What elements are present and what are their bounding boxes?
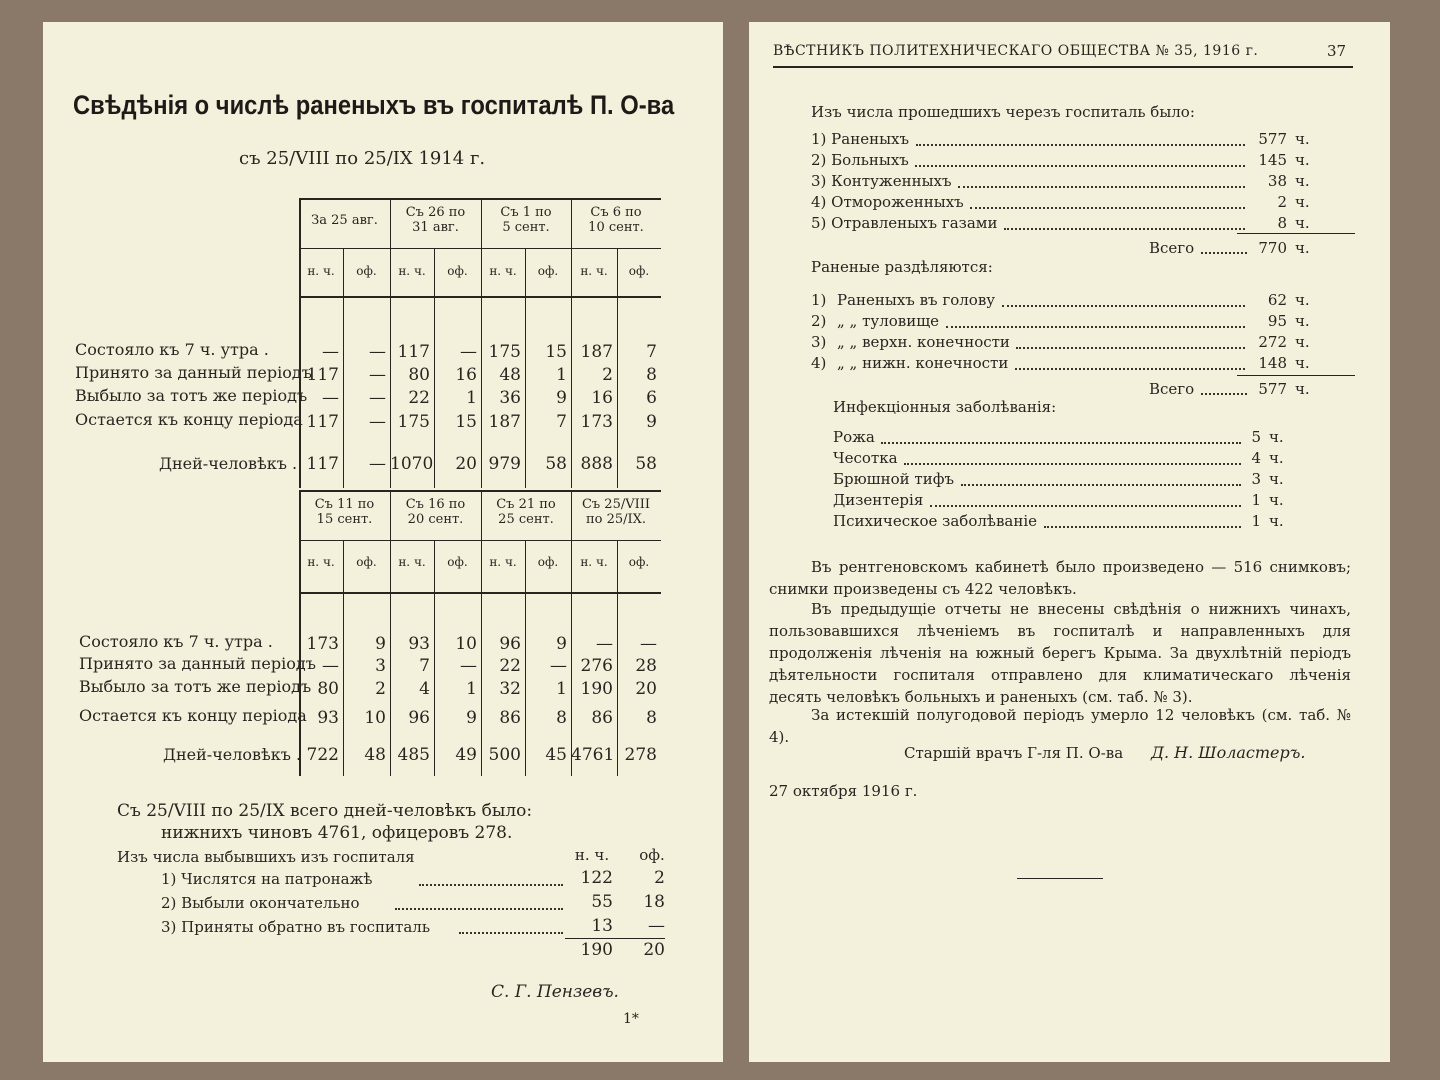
list-value: 5 [1251, 428, 1261, 446]
row-label: Дней-человѣкъ . [159, 454, 298, 473]
row-label: Дней-человѣкъ . [163, 745, 302, 764]
table-top-rule [299, 198, 661, 200]
dot-leader [1015, 368, 1245, 370]
table-period-divider [481, 490, 482, 776]
period-header [571, 498, 661, 528]
total-unit-2: ч. [1295, 380, 1310, 398]
sub-header-nc: н. ч. [580, 264, 608, 278]
discharge-of: — [648, 916, 665, 936]
table-subheader-rule [299, 592, 661, 594]
total-value-1: 770 [1258, 239, 1287, 257]
row-label: Выбыло за тотъ же періодъ [79, 677, 312, 696]
table-cell: 15 [545, 342, 567, 362]
table-cell: 9 [375, 634, 386, 654]
total-label-1: Всего [1149, 239, 1195, 257]
table-cell: 80 [408, 365, 430, 385]
table-cell: 117 [306, 412, 339, 432]
list-number: 1) [811, 291, 827, 309]
table-cell: 48 [364, 745, 386, 765]
period-header-line: Съ 21 по [496, 497, 556, 512]
period-header-line: Съ 6 по [590, 205, 642, 220]
list-unit: ч. [1269, 428, 1284, 446]
list-label: „ „ туловище [837, 312, 940, 330]
list-unit: ч. [1295, 333, 1310, 351]
discharge-label: 2) Выбыли окончательно [161, 894, 360, 912]
list-value: 148 [1258, 354, 1287, 372]
table-cell: 96 [408, 708, 430, 728]
table-cell: — [369, 454, 386, 474]
list-unit: ч. [1295, 354, 1310, 372]
dot-leader [915, 165, 1245, 167]
table-cell: 2 [375, 679, 386, 699]
document-title: Свѣдѣнія о числѣ раненыхъ въ госпиталѣ П. О-ва [73, 90, 675, 120]
discharge-label: 3) Приняты обратно въ госпиталь [161, 918, 430, 936]
list-unit: ч. [1269, 449, 1284, 467]
list-label: 2) Больныхъ [811, 151, 909, 169]
table-cell: 6 [646, 388, 657, 408]
table-cell: 9 [556, 634, 567, 654]
discharge-of: 2 [654, 868, 665, 888]
period-header-line: Съ 25/VIII [581, 497, 651, 512]
list-unit: ч. [1295, 130, 1310, 148]
sub-header-of: оф. [628, 555, 650, 569]
dot-leader [916, 144, 1245, 146]
table-cell: 888 [580, 454, 613, 474]
list-value: 4 [1251, 449, 1261, 467]
period-header [390, 206, 481, 236]
period-header-line: 31 авг. [412, 219, 459, 235]
table-cell: — [369, 388, 386, 408]
left-page [43, 22, 723, 1062]
table-cell: 45 [545, 745, 567, 765]
table-period-divider [571, 198, 572, 488]
period-header-line: 15 сент. [316, 511, 373, 527]
discharge-intro: Изъ числа выбывшихъ изъ госпиталя [117, 848, 415, 866]
table-cell: 117 [397, 342, 430, 362]
table-cell: — [369, 342, 386, 362]
list-value: 145 [1258, 151, 1287, 169]
paragraph-crimea: Въ предыдущіе отчеты не внесены свѣдѣнія о нижнихъ чинахъ, пользовавшихся лѣченіемъ въ госпиталѣ и направленныхъ для продолженія лѣченія на южный берегъ Крыма. За двухлѣтній періодъ дѣятельности госпиталя отправлено для климатическаго лѣченія десять человѣкъ больныхъ и раненыхъ (см. таб. № 3). [769, 600, 1351, 706]
table-cell: 175 [488, 342, 521, 362]
discharge-nc: 55 [591, 892, 613, 912]
list-value: 272 [1258, 333, 1287, 351]
list-value: 38 [1267, 172, 1287, 190]
table-header-rule [299, 248, 661, 249]
table-cell: 20 [635, 679, 657, 699]
paragraph-xray: Въ рентгеновскомъ кабинетѣ было произведено — 516 снимковъ; снимки произведены съ 422 человѣкъ. [769, 558, 1351, 598]
discharge-nc: 122 [580, 868, 613, 888]
table-cell: 722 [306, 745, 339, 765]
summary-line-1: Съ 25/VIII по 25/IX всего дней-человѣкъ было: [117, 801, 533, 821]
table-left-rule [299, 198, 301, 488]
table-cell: 500 [488, 745, 521, 765]
list-value: 2 [1277, 193, 1287, 211]
dot-leader [881, 442, 1241, 444]
infect-heading: Инфекціонныя заболѣванія: [833, 398, 1057, 416]
table-cell: 1 [466, 388, 477, 408]
table-cell: 8 [556, 708, 567, 728]
list-label: „ „ верхн. конечности [837, 333, 1010, 351]
list-number: 3) [811, 333, 827, 351]
table-cell: 8 [646, 708, 657, 728]
sub-header-of: оф. [356, 264, 377, 278]
table-cell: 1 [556, 365, 567, 385]
list-value: 62 [1267, 291, 1287, 309]
sub-header-nc: н. ч. [307, 264, 335, 278]
sub-header-nc: н. ч. [398, 555, 426, 569]
discharge-col-of: оф. [639, 846, 665, 864]
table-cell: 58 [545, 454, 567, 474]
table-cell: 93 [317, 708, 339, 728]
table-cell: — [369, 412, 386, 432]
table-cell: 173 [306, 634, 339, 654]
table-cell: 86 [591, 708, 613, 728]
list-unit: ч. [1269, 491, 1284, 509]
sub-header-of: оф. [356, 555, 377, 569]
period-header-line: по 25/IX. [585, 511, 647, 527]
document-subtitle: съ 25/VIII по 25/IX 1914 г. [239, 148, 486, 169]
table-cell: 187 [488, 412, 521, 432]
table-cell: 3 [375, 656, 386, 676]
list-number: 2) [811, 312, 827, 330]
sub-header-of: оф. [447, 555, 468, 569]
table-cell: 10 [455, 634, 477, 654]
list-value: 577 [1258, 130, 1287, 148]
sub-header-of: оф. [537, 555, 559, 569]
table-cell: — [550, 656, 567, 676]
list-label: Раненыхъ въ голову [837, 291, 996, 309]
dot-leader [946, 326, 1245, 328]
sub-header-nc: н. ч. [398, 264, 426, 278]
total-rule-2 [1237, 375, 1355, 376]
list-label: Брюшной тифъ [833, 470, 955, 488]
dot-leader [1044, 526, 1241, 528]
period-header-line: Съ 16 по [405, 497, 466, 512]
sub-header-of: оф. [628, 264, 650, 278]
page-mark: 1* [623, 1011, 639, 1027]
sub-header-nc: н. ч. [307, 555, 335, 569]
list-label: Психическое заболѣваніе [833, 512, 1038, 530]
table-cell: 175 [397, 412, 430, 432]
table-cell: — [322, 388, 339, 408]
table-cell: 276 [580, 656, 613, 676]
table-cell: 10 [364, 708, 386, 728]
table-cell: — [460, 342, 477, 362]
dot-leader [970, 207, 1245, 209]
summary-line-2: нижнихъ чиновъ 4761, офицеровъ 278. [161, 823, 513, 843]
head-rule [773, 66, 1353, 68]
discharge-total-rule [565, 938, 665, 939]
table-cell: 485 [397, 745, 430, 765]
table-cell: 7 [646, 342, 657, 362]
table-cell: — [322, 656, 339, 676]
table-cell: 49 [455, 745, 477, 765]
table-cell: 86 [499, 708, 521, 728]
sub-header-of: оф. [447, 264, 468, 278]
row-label: Выбыло за тотъ же періодъ [75, 386, 308, 405]
table-cell: 16 [591, 388, 613, 408]
table-cell: 1070 [390, 454, 434, 474]
total-value-2: 577 [1258, 380, 1287, 398]
list-unit: ч. [1295, 291, 1310, 309]
discharge-total-nc: 190 [580, 940, 613, 960]
table-header-rule [299, 540, 661, 541]
table-cell: 2 [602, 365, 613, 385]
row-label: Остается къ концу періода [79, 706, 307, 725]
table-subheader-rule [299, 296, 661, 298]
table-cell: 96 [499, 634, 521, 654]
list-value: 95 [1267, 312, 1287, 330]
table-cell: — [596, 634, 613, 654]
table-period-divider [481, 198, 482, 488]
period-header [481, 206, 571, 236]
table-cell: 36 [499, 388, 521, 408]
table-cell: 979 [488, 454, 521, 474]
intro-line: Изъ числа прошедшихъ черезъ госпиталь было: [811, 103, 1195, 121]
list-label: Чесотка [833, 449, 898, 467]
dot-leader [1004, 228, 1245, 230]
list-unit: ч. [1295, 214, 1310, 232]
list-label: Рожа [833, 428, 875, 446]
table-cell: 9 [466, 708, 477, 728]
list-unit: ч. [1295, 172, 1310, 190]
dot-leader [930, 505, 1241, 507]
list-unit: ч. [1269, 512, 1284, 530]
signature: С. Г. Пензевъ. [491, 982, 619, 1002]
total-unit-1: ч. [1295, 239, 1310, 257]
dot-leader [961, 484, 1241, 486]
end-rule [1017, 878, 1103, 879]
period-header-line: Съ 26 по [405, 205, 466, 220]
list-label: 5) Отравленыхъ газами [811, 214, 998, 232]
table-cell: 93 [408, 634, 430, 654]
signature-role: Старшій врачъ Г-ля П. О-ва [904, 744, 1124, 762]
list-unit: ч. [1295, 312, 1310, 330]
list-label: 3) Контуженныхъ [811, 172, 952, 190]
dot-leader [904, 463, 1241, 465]
period-header-line: Съ 11 по [314, 497, 375, 512]
table-cell: — [640, 634, 657, 654]
discharge-total-of: 20 [643, 940, 665, 960]
table-cell: 15 [455, 412, 477, 432]
period-header [299, 498, 390, 528]
sub-header-of: оф. [537, 264, 559, 278]
table-cell: 32 [499, 679, 521, 699]
paragraph-deaths: За истекшій полугодовой періодъ умерло 12 человѣкъ (см. таб. № 4). [769, 706, 1351, 746]
table-period-divider [390, 490, 391, 776]
table-cell: 1 [466, 679, 477, 699]
table-cell: 22 [499, 656, 521, 676]
table-cell: 80 [317, 679, 339, 699]
date-line: 27 октября 1916 г. [769, 782, 918, 800]
dot-leader [1002, 305, 1245, 307]
sub-header-nc: н. ч. [489, 264, 517, 278]
table-cell: 173 [580, 412, 613, 432]
table-cell: 7 [419, 656, 430, 676]
right-page [749, 22, 1390, 1062]
list-value: 1 [1251, 491, 1261, 509]
table-left-rule [299, 490, 301, 776]
list-unit: ч. [1295, 193, 1310, 211]
table-period-divider [571, 490, 572, 776]
row-label: Состояло къ 7 ч. утра . [79, 632, 273, 651]
period-header [571, 206, 661, 236]
period-header [481, 498, 571, 528]
table-cell: 16 [455, 365, 477, 385]
period-header-line: Съ 1 по [500, 205, 552, 220]
dot-leader [1016, 347, 1245, 349]
period-header-line: 10 сент. [588, 219, 644, 235]
list-value: 3 [1251, 470, 1261, 488]
list-unit: ч. [1269, 470, 1284, 488]
row-label: Принято за данный періодъ [75, 363, 312, 382]
period-header [299, 214, 390, 229]
table-cell: 4761 [571, 745, 615, 765]
total-label-2: Всего [1149, 380, 1195, 398]
table-cell: 9 [646, 412, 657, 432]
table-cell: 48 [499, 365, 521, 385]
wounded-heading: Раненые раздѣляются: [811, 258, 993, 276]
list-label: 1) Раненыхъ [811, 130, 910, 148]
table-cell: 117 [306, 365, 339, 385]
table-top-rule [299, 490, 661, 492]
list-label: Дизентерія [833, 491, 924, 509]
list-label: 4) Отмороженныхъ [811, 193, 964, 211]
table-cell: 20 [455, 454, 477, 474]
total-rule-1 [1237, 233, 1355, 234]
table-cell: 58 [635, 454, 657, 474]
table-cell: — [460, 656, 477, 676]
discharge-label: 1) Числятся на патронажѣ [161, 870, 373, 888]
list-unit: ч. [1295, 151, 1310, 169]
period-header-line: 5 сент. [502, 219, 550, 235]
discharge-nc: 13 [591, 916, 613, 936]
table-cell: 22 [408, 388, 430, 408]
table-cell: — [322, 342, 339, 362]
list-label: „ „ нижн. конечности [837, 354, 1009, 372]
period-header [390, 498, 481, 528]
table-cell: 187 [580, 342, 613, 362]
row-label: Принято за данный періодъ [79, 654, 316, 673]
table-cell: 278 [624, 745, 657, 765]
table-cell: 7 [556, 412, 567, 432]
dot-leader [419, 884, 563, 886]
table-cell: 28 [635, 656, 657, 676]
period-header-line: За 25 авг. [311, 213, 378, 228]
dot-leader [395, 908, 563, 910]
table-cell: — [369, 365, 386, 385]
list-number: 4) [811, 354, 827, 372]
discharge-col-nc: н. ч. [574, 846, 610, 864]
table-cell: 4 [419, 679, 430, 699]
table-cell: 117 [306, 454, 339, 474]
dot-leader [459, 932, 563, 934]
table-cell: 190 [580, 679, 613, 699]
table-period-divider [390, 198, 391, 488]
page-number: 37 [1327, 42, 1347, 60]
sub-header-nc: н. ч. [580, 555, 608, 569]
table-cell: 1 [556, 679, 567, 699]
row-label: Остается къ концу періода [75, 410, 303, 429]
discharge-of: 18 [643, 892, 665, 912]
sub-header-nc: н. ч. [489, 555, 517, 569]
running-head: ВѢСТНИКЪ ПОЛИТЕХНИЧЕСКАГО ОБЩЕСТВА № 35, 1916 г. [773, 43, 1259, 59]
period-header-line: 25 сент. [498, 511, 554, 527]
list-value: 8 [1277, 214, 1287, 232]
signature-name: Д. Н. Шоластеръ. [1151, 743, 1306, 762]
dot-leader [958, 186, 1245, 188]
table-cell: 8 [646, 365, 657, 385]
table-cell: 9 [556, 388, 567, 408]
row-label: Состояло къ 7 ч. утра . [75, 340, 269, 359]
period-header-line: 20 сент. [407, 511, 464, 527]
list-value: 1 [1251, 512, 1261, 530]
